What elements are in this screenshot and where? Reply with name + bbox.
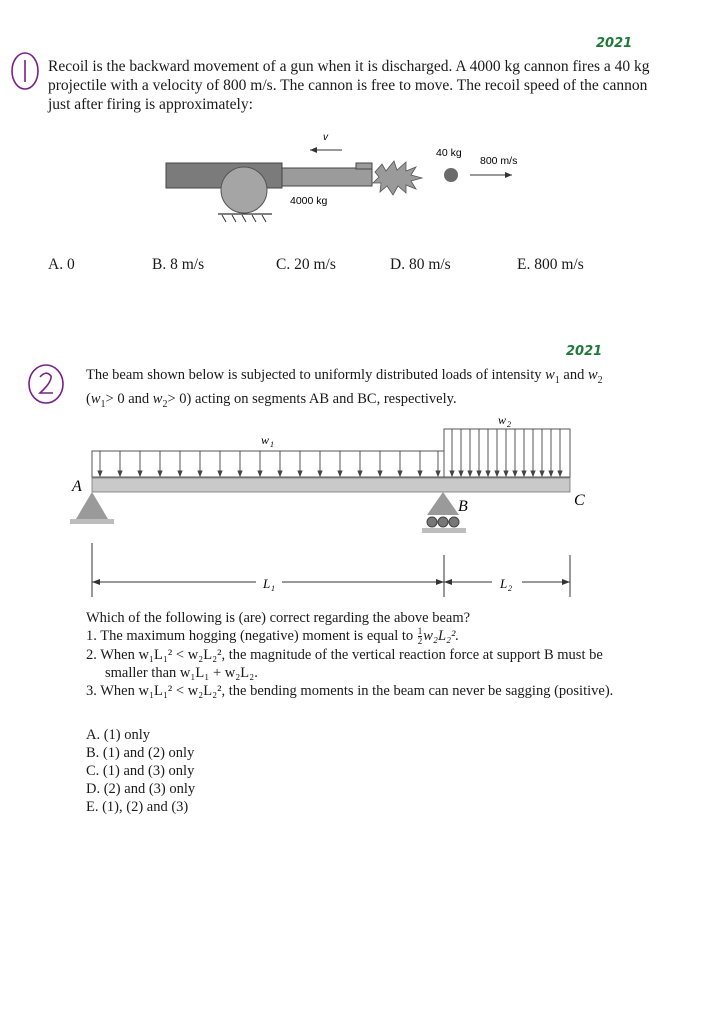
q2-option-a: A. (1) only [86, 727, 151, 743]
q2-statement-2-line2: smaller than w₁L₁ + w₂L₂. [105, 665, 258, 682]
q2-question-prompt: Which of the following is (are) correct regarding the above beam? [86, 610, 471, 626]
q2-options [86, 727, 195, 817]
q2-option-e: E. (1), (2) and (3) [86, 799, 189, 815]
q2-statement-2-line1: 2. When w₁L₁² < w₂L₂², the magnitude of the vertical reaction force at support B must be [86, 647, 603, 664]
w2-label-sub: 2 [507, 420, 511, 429]
w1-label-sub: 1 [270, 440, 274, 449]
fraction-numerator: 1 [417, 626, 423, 637]
q1-option-e: E. 800 m/s [517, 256, 584, 273]
statement-1-fraction [418, 627, 423, 646]
w1-label: w [261, 433, 270, 447]
q2-text-line1: The beam shown below is subjected to uniformly distributed loads of intensity [86, 367, 542, 383]
q2-w1-sub: 1 [554, 374, 560, 386]
label-b: B [458, 498, 468, 515]
q1-year-annotation: 2021 [596, 36, 633, 51]
label-l2-sub: 2 [508, 584, 512, 593]
label-l1: L [263, 576, 271, 591]
projectile-velocity-label: 800 m/s [480, 155, 518, 167]
q1-option-a: A. 0 [48, 256, 75, 273]
q2-w2-sub-b: 2 [162, 398, 168, 410]
q2-statement-3: 3. When w₁L₁² < w₂L₂², the bending moments in the beam can never be sagging (positive). [86, 683, 614, 700]
beam-figure [60, 405, 620, 605]
v-label: v [323, 132, 328, 143]
q2-w2: w [587, 367, 598, 383]
q1-option-d: D. 80 m/s [390, 256, 451, 273]
fraction-denominator: 2 [417, 636, 423, 647]
q2-and: and [563, 367, 585, 383]
label-c: C [574, 492, 585, 509]
q2-number-circle [26, 362, 66, 406]
q1-option-c: C. 20 m/s [276, 256, 336, 273]
q2-w1-b: w [90, 390, 101, 407]
statement-1-prefix: 1. The maximum hogging (negative) moment is equal to [86, 628, 414, 644]
label-a: A [72, 478, 82, 495]
q2-option-b: B. (1) and (2) only [86, 745, 195, 761]
label-l2: L [500, 576, 508, 591]
cannon-figure [160, 128, 560, 233]
label-l1-sub: 1 [271, 584, 275, 593]
q2-w1-sub-b: 1 [100, 398, 106, 410]
q2-line2b: > 0 and [105, 390, 150, 407]
q2-statement-1 [86, 627, 686, 646]
projectile-mass-label: 40 kg [436, 147, 462, 159]
q2-w2-b: w [152, 390, 163, 407]
q2-statements [86, 609, 686, 700]
q2-w1: w [545, 367, 555, 383]
q2-line2c: > 0) acting on segments AB and BC, respectively. [167, 390, 457, 407]
q1-number-circle [8, 50, 42, 92]
q2-option-d: D. (2) and (3) only [86, 781, 196, 797]
cannon-mass-label: 4000 kg [290, 195, 328, 207]
q2-option-c: C. (1) and (3) only [86, 763, 195, 779]
q1-option-b: B. 8 m/s [152, 256, 205, 273]
statement-1-expr: w₂L₂². [423, 628, 460, 644]
w2-label: w [498, 413, 507, 427]
q2-year-annotation: 2021 [566, 344, 603, 359]
q2-line2a: ( [86, 390, 91, 407]
q1-question-text: Recoil is the backward movement of a gun when it is discharged. A 4000 kg cannon fires a 40 kg projectile with a velocity of 800 m/s. The cannon is free to move. The recoil speed of the cannon just after firing is approximately: [48, 58, 650, 113]
q2-w2-sub: 2 [597, 374, 603, 386]
